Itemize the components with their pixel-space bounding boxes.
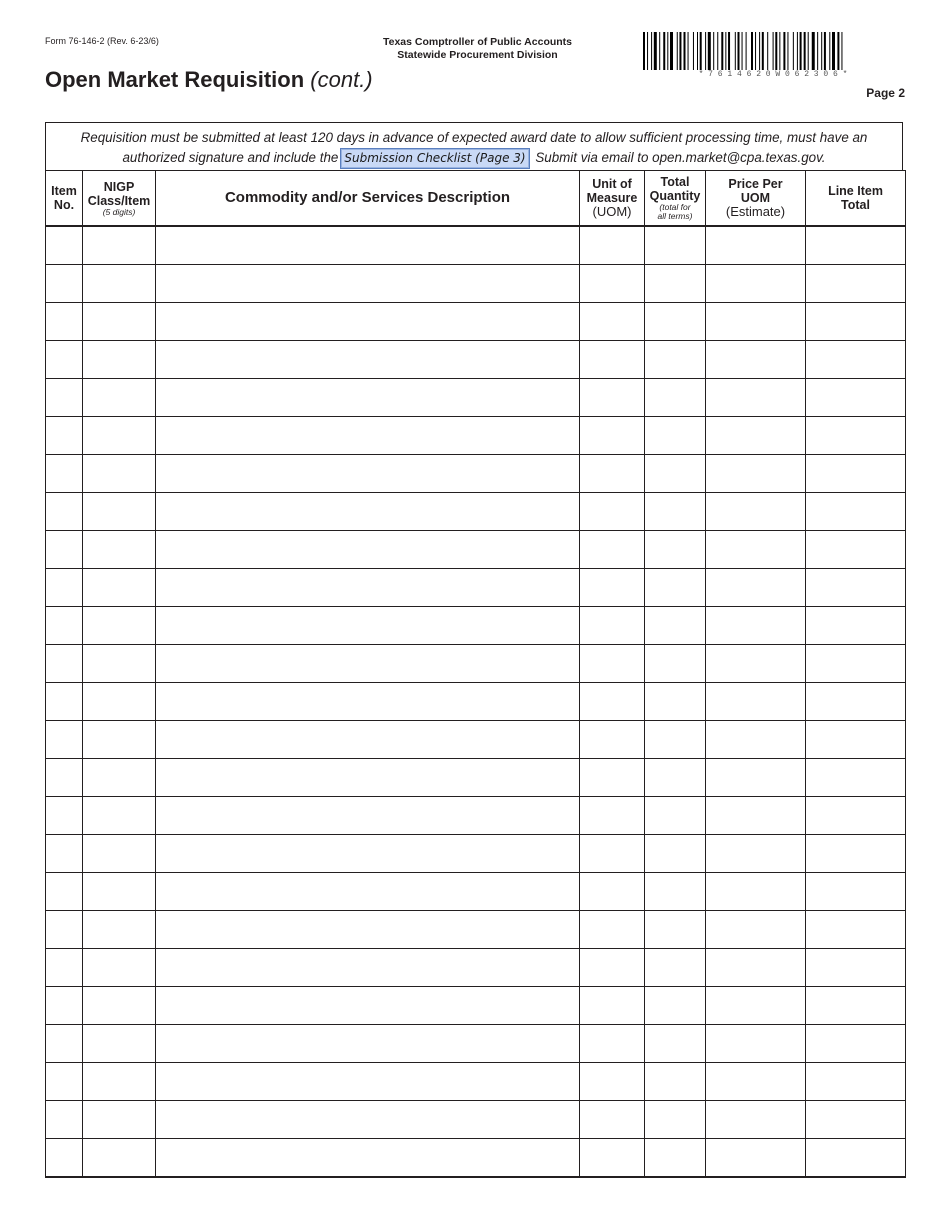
col-uom bbox=[580, 171, 645, 227]
price-cell[interactable] bbox=[706, 1025, 806, 1063]
table-row bbox=[46, 1063, 906, 1101]
table-row bbox=[46, 683, 906, 721]
item-no-cell[interactable] bbox=[46, 455, 83, 493]
nigp-cell[interactable] bbox=[83, 226, 156, 265]
line-total-cell[interactable] bbox=[806, 455, 906, 493]
page-number: Page 2 bbox=[866, 86, 905, 100]
price-cell[interactable] bbox=[706, 417, 806, 455]
price-cell[interactable] bbox=[706, 1101, 806, 1139]
nigp-cell[interactable] bbox=[83, 645, 156, 683]
price-cell[interactable] bbox=[706, 797, 806, 835]
col-nigp-label-1: NIGP bbox=[103, 179, 135, 194]
description-cell[interactable] bbox=[156, 835, 580, 873]
item-no-cell[interactable] bbox=[46, 265, 83, 303]
item-no-cell[interactable] bbox=[46, 417, 83, 455]
quantity-cell[interactable] bbox=[645, 911, 706, 949]
uom-cell[interactable] bbox=[580, 607, 645, 645]
barcode-text: * 7 6 1 4 6 2 0 W 0 6 2 3 0 6 * bbox=[698, 70, 848, 79]
quantity-cell[interactable] bbox=[645, 1025, 706, 1063]
uom-cell[interactable] bbox=[580, 455, 645, 493]
line-total-cell[interactable] bbox=[806, 683, 906, 721]
nigp-cell[interactable] bbox=[83, 797, 156, 835]
uom-cell[interactable] bbox=[580, 835, 645, 873]
uom-cell[interactable] bbox=[580, 797, 645, 835]
line-total-cell[interactable] bbox=[806, 759, 906, 797]
description-cell[interactable] bbox=[156, 645, 580, 683]
uom-cell[interactable] bbox=[580, 569, 645, 607]
nigp-cell[interactable] bbox=[83, 303, 156, 341]
nigp-cell[interactable] bbox=[83, 721, 156, 759]
submission-notice bbox=[45, 122, 903, 170]
item-no-cell[interactable] bbox=[46, 987, 83, 1025]
price-cell[interactable] bbox=[706, 1139, 806, 1178]
item-no-cell[interactable] bbox=[46, 759, 83, 797]
item-no-cell[interactable] bbox=[46, 1025, 83, 1063]
nigp-cell[interactable] bbox=[83, 911, 156, 949]
line-total-cell[interactable] bbox=[806, 379, 906, 417]
col-qty-label-2: Quantity bbox=[649, 189, 701, 203]
line-items-table bbox=[45, 170, 906, 1178]
item-no-cell[interactable] bbox=[46, 645, 83, 683]
item-no-cell[interactable] bbox=[46, 607, 83, 645]
price-cell[interactable] bbox=[706, 873, 806, 911]
uom-cell[interactable] bbox=[580, 759, 645, 797]
table-row bbox=[46, 493, 906, 531]
uom-cell[interactable] bbox=[580, 911, 645, 949]
quantity-cell[interactable] bbox=[645, 455, 706, 493]
item-no-cell[interactable] bbox=[46, 303, 83, 341]
col-nigp bbox=[83, 171, 156, 227]
price-cell[interactable] bbox=[706, 987, 806, 1025]
col-total-quantity bbox=[645, 171, 706, 227]
table-row bbox=[46, 645, 906, 683]
table-row bbox=[46, 1139, 906, 1178]
price-cell[interactable] bbox=[706, 265, 806, 303]
line-total-cell[interactable] bbox=[806, 1025, 906, 1063]
quantity-cell[interactable] bbox=[645, 607, 706, 645]
notice-line-2-after: Submit via email to open.market@cpa.texas.gov. bbox=[535, 150, 826, 165]
line-total-cell[interactable] bbox=[806, 987, 906, 1025]
nigp-cell[interactable] bbox=[83, 341, 156, 379]
agency-line-2: Statewide Procurement Division bbox=[397, 49, 558, 61]
col-qty-note-1: (total for bbox=[659, 202, 691, 212]
item-no-cell[interactable] bbox=[46, 835, 83, 873]
nigp-cell[interactable] bbox=[83, 417, 156, 455]
description-cell[interactable] bbox=[156, 1139, 580, 1178]
price-cell[interactable] bbox=[706, 645, 806, 683]
line-total-cell[interactable] bbox=[806, 341, 906, 379]
price-cell[interactable] bbox=[706, 949, 806, 987]
col-uom-label-1: Unit of bbox=[592, 177, 632, 191]
col-line-item-total bbox=[806, 171, 906, 227]
description-cell[interactable] bbox=[156, 873, 580, 911]
price-cell[interactable] bbox=[706, 455, 806, 493]
description-cell[interactable] bbox=[156, 265, 580, 303]
col-total-label-2: Total bbox=[841, 198, 870, 212]
item-no-cell[interactable] bbox=[46, 569, 83, 607]
price-cell[interactable] bbox=[706, 569, 806, 607]
line-total-cell[interactable] bbox=[806, 1063, 906, 1101]
quantity-cell[interactable] bbox=[645, 1063, 706, 1101]
col-item-no-label-2: No. bbox=[53, 198, 75, 212]
nigp-cell[interactable] bbox=[83, 607, 156, 645]
nigp-cell[interactable] bbox=[83, 455, 156, 493]
uom-cell[interactable] bbox=[580, 341, 645, 379]
item-no-cell[interactable] bbox=[46, 341, 83, 379]
uom-cell[interactable] bbox=[580, 987, 645, 1025]
table-row bbox=[46, 341, 906, 379]
item-no-cell[interactable] bbox=[46, 683, 83, 721]
description-cell[interactable] bbox=[156, 797, 580, 835]
col-price-per-uom bbox=[706, 171, 806, 227]
description-cell[interactable] bbox=[156, 303, 580, 341]
col-item-no-label-1: Item bbox=[51, 184, 77, 198]
table-row bbox=[46, 835, 906, 873]
table-row bbox=[46, 911, 906, 949]
item-no-cell[interactable] bbox=[46, 1101, 83, 1139]
nigp-cell[interactable] bbox=[83, 1101, 156, 1139]
table-header-row bbox=[46, 171, 906, 227]
line-total-cell[interactable] bbox=[806, 265, 906, 303]
price-cell[interactable] bbox=[706, 721, 806, 759]
table-row bbox=[46, 379, 906, 417]
quantity-cell[interactable] bbox=[645, 645, 706, 683]
quantity-cell[interactable] bbox=[645, 1101, 706, 1139]
nigp-cell[interactable] bbox=[83, 759, 156, 797]
submission-checklist-link[interactable]: Submission Checklist (Page 3) bbox=[340, 148, 529, 169]
nigp-cell[interactable] bbox=[83, 1063, 156, 1101]
nigp-cell[interactable] bbox=[83, 1025, 156, 1063]
col-nigp-label-2: Class/Item bbox=[87, 193, 151, 208]
title-main: Open Market Requisition bbox=[45, 67, 305, 92]
nigp-cell[interactable] bbox=[83, 265, 156, 303]
nigp-cell[interactable] bbox=[83, 569, 156, 607]
line-total-cell[interactable] bbox=[806, 607, 906, 645]
agency-line-1: Texas Comptroller of Public Accounts bbox=[382, 36, 573, 48]
item-no-cell[interactable] bbox=[46, 531, 83, 569]
price-cell[interactable] bbox=[706, 1063, 806, 1101]
item-no-cell[interactable] bbox=[46, 226, 83, 265]
line-total-cell[interactable] bbox=[806, 493, 906, 531]
price-cell[interactable] bbox=[706, 683, 806, 721]
price-cell[interactable] bbox=[706, 493, 806, 531]
quantity-cell[interactable] bbox=[645, 379, 706, 417]
line-total-cell[interactable] bbox=[806, 835, 906, 873]
uom-cell[interactable] bbox=[580, 303, 645, 341]
item-no-cell[interactable] bbox=[46, 721, 83, 759]
uom-cell[interactable] bbox=[580, 379, 645, 417]
nigp-cell[interactable] bbox=[83, 835, 156, 873]
price-cell[interactable] bbox=[706, 531, 806, 569]
quantity-cell[interactable] bbox=[645, 873, 706, 911]
nigp-cell[interactable] bbox=[83, 873, 156, 911]
table-row bbox=[46, 721, 906, 759]
uom-cell[interactable] bbox=[580, 645, 645, 683]
line-total-cell[interactable] bbox=[806, 797, 906, 835]
line-total-cell[interactable] bbox=[806, 303, 906, 341]
line-total-cell[interactable] bbox=[806, 417, 906, 455]
col-qty-label-1: Total bbox=[660, 175, 690, 189]
uom-cell[interactable] bbox=[580, 1025, 645, 1063]
table-row bbox=[46, 455, 906, 493]
line-total-cell[interactable] bbox=[806, 911, 906, 949]
price-cell[interactable] bbox=[706, 759, 806, 797]
col-price-label-2: UOM bbox=[740, 191, 771, 205]
table-row bbox=[46, 569, 906, 607]
col-total-label-1: Line Item bbox=[828, 184, 883, 198]
line-total-cell[interactable] bbox=[806, 1139, 906, 1178]
nigp-cell[interactable] bbox=[83, 683, 156, 721]
description-cell[interactable] bbox=[156, 987, 580, 1025]
uom-cell[interactable] bbox=[580, 493, 645, 531]
item-no-cell[interactable] bbox=[46, 797, 83, 835]
notice-line-1: Requisition must be submitted at least 120 days in advance of expected award date to allow sufficient processing time, must have an bbox=[80, 130, 868, 145]
description-cell[interactable] bbox=[156, 531, 580, 569]
price-cell[interactable] bbox=[706, 607, 806, 645]
nigp-cell[interactable] bbox=[83, 1139, 156, 1178]
uom-cell[interactable] bbox=[580, 873, 645, 911]
table-row bbox=[46, 949, 906, 987]
description-cell[interactable] bbox=[156, 1063, 580, 1101]
quantity-cell[interactable] bbox=[645, 683, 706, 721]
col-nigp-note: (5 digits) bbox=[102, 206, 136, 217]
table-row bbox=[46, 531, 906, 569]
table-row bbox=[46, 417, 906, 455]
quantity-cell[interactable] bbox=[645, 569, 706, 607]
table-row bbox=[46, 987, 906, 1025]
price-cell[interactable] bbox=[706, 303, 806, 341]
quantity-cell[interactable] bbox=[645, 531, 706, 569]
quantity-cell[interactable] bbox=[645, 797, 706, 835]
line-total-cell[interactable] bbox=[806, 531, 906, 569]
quantity-cell[interactable] bbox=[645, 949, 706, 987]
col-description: Commodity and/or Services Description bbox=[156, 171, 580, 227]
quantity-cell[interactable] bbox=[645, 759, 706, 797]
description-cell[interactable] bbox=[156, 455, 580, 493]
quantity-cell[interactable] bbox=[645, 303, 706, 341]
uom-cell[interactable] bbox=[580, 265, 645, 303]
line-total-cell[interactable] bbox=[806, 949, 906, 987]
description-cell[interactable] bbox=[156, 569, 580, 607]
description-cell[interactable] bbox=[156, 949, 580, 987]
table-row bbox=[46, 226, 906, 265]
line-total-cell[interactable] bbox=[806, 1101, 906, 1139]
price-cell[interactable] bbox=[706, 379, 806, 417]
description-cell[interactable] bbox=[156, 759, 580, 797]
form-number: Form 76-146-2 (Rev. 6-23/6) bbox=[45, 36, 159, 46]
item-no-cell[interactable] bbox=[46, 379, 83, 417]
description-cell[interactable] bbox=[156, 1101, 580, 1139]
table-row bbox=[46, 1025, 906, 1063]
item-no-cell[interactable] bbox=[46, 911, 83, 949]
nigp-cell[interactable] bbox=[83, 949, 156, 987]
title-suffix: (cont.) bbox=[310, 67, 373, 92]
quantity-cell[interactable] bbox=[645, 987, 706, 1025]
description-cell[interactable] bbox=[156, 721, 580, 759]
table-row bbox=[46, 1101, 906, 1139]
col-price-label-3: (Estimate) bbox=[725, 204, 786, 219]
item-no-cell[interactable] bbox=[46, 1139, 83, 1178]
line-total-cell[interactable] bbox=[806, 569, 906, 607]
description-cell[interactable] bbox=[156, 1025, 580, 1063]
table-row bbox=[46, 265, 906, 303]
nigp-cell[interactable] bbox=[83, 987, 156, 1025]
quantity-cell[interactable] bbox=[645, 835, 706, 873]
description-cell[interactable] bbox=[156, 911, 580, 949]
description-cell[interactable] bbox=[156, 417, 580, 455]
item-no-cell[interactable] bbox=[46, 493, 83, 531]
quantity-cell[interactable] bbox=[645, 417, 706, 455]
table-row bbox=[46, 797, 906, 835]
description-cell[interactable] bbox=[156, 341, 580, 379]
nigp-cell[interactable] bbox=[83, 379, 156, 417]
item-no-cell[interactable] bbox=[46, 873, 83, 911]
description-cell[interactable] bbox=[156, 379, 580, 417]
quantity-cell[interactable] bbox=[645, 493, 706, 531]
uom-cell[interactable] bbox=[580, 683, 645, 721]
description-cell[interactable] bbox=[156, 493, 580, 531]
item-no-cell[interactable] bbox=[46, 949, 83, 987]
quantity-cell[interactable] bbox=[645, 226, 706, 265]
description-cell[interactable] bbox=[156, 683, 580, 721]
line-total-cell[interactable] bbox=[806, 226, 906, 265]
col-uom-label-3: (UOM) bbox=[592, 204, 632, 219]
nigp-cell[interactable] bbox=[83, 531, 156, 569]
price-cell[interactable] bbox=[706, 911, 806, 949]
col-price-label-1: Price Per bbox=[728, 177, 783, 191]
table-row bbox=[46, 759, 906, 797]
agency-name bbox=[360, 36, 595, 62]
uom-cell[interactable] bbox=[580, 949, 645, 987]
price-cell[interactable] bbox=[706, 226, 806, 265]
nigp-cell[interactable] bbox=[83, 493, 156, 531]
price-cell[interactable] bbox=[706, 341, 806, 379]
uom-cell[interactable] bbox=[580, 417, 645, 455]
col-qty-note-2: all terms) bbox=[657, 211, 693, 221]
uom-cell[interactable] bbox=[580, 721, 645, 759]
table-body bbox=[46, 226, 906, 1177]
uom-cell[interactable] bbox=[580, 1139, 645, 1178]
table-row bbox=[46, 607, 906, 645]
uom-cell[interactable] bbox=[580, 531, 645, 569]
table-row bbox=[46, 303, 906, 341]
table-row bbox=[46, 873, 906, 911]
item-no-cell[interactable] bbox=[46, 1063, 83, 1101]
page-title bbox=[45, 67, 373, 93]
quantity-cell[interactable] bbox=[645, 341, 706, 379]
col-uom-label-2: Measure bbox=[586, 191, 638, 205]
uom-cell[interactable] bbox=[580, 1063, 645, 1101]
line-total-cell[interactable] bbox=[806, 873, 906, 911]
description-cell[interactable] bbox=[156, 226, 580, 265]
quantity-cell[interactable] bbox=[645, 265, 706, 303]
price-cell[interactable] bbox=[706, 835, 806, 873]
barcode-icon bbox=[643, 32, 903, 70]
col-item-no bbox=[46, 171, 83, 227]
quantity-cell[interactable] bbox=[645, 721, 706, 759]
line-total-cell[interactable] bbox=[806, 721, 906, 759]
description-cell[interactable] bbox=[156, 607, 580, 645]
quantity-cell[interactable] bbox=[645, 1139, 706, 1178]
line-total-cell[interactable] bbox=[806, 645, 906, 683]
uom-cell[interactable] bbox=[580, 226, 645, 265]
notice-line-2-before: authorized signature and include the bbox=[122, 150, 339, 165]
uom-cell[interactable] bbox=[580, 1101, 645, 1139]
